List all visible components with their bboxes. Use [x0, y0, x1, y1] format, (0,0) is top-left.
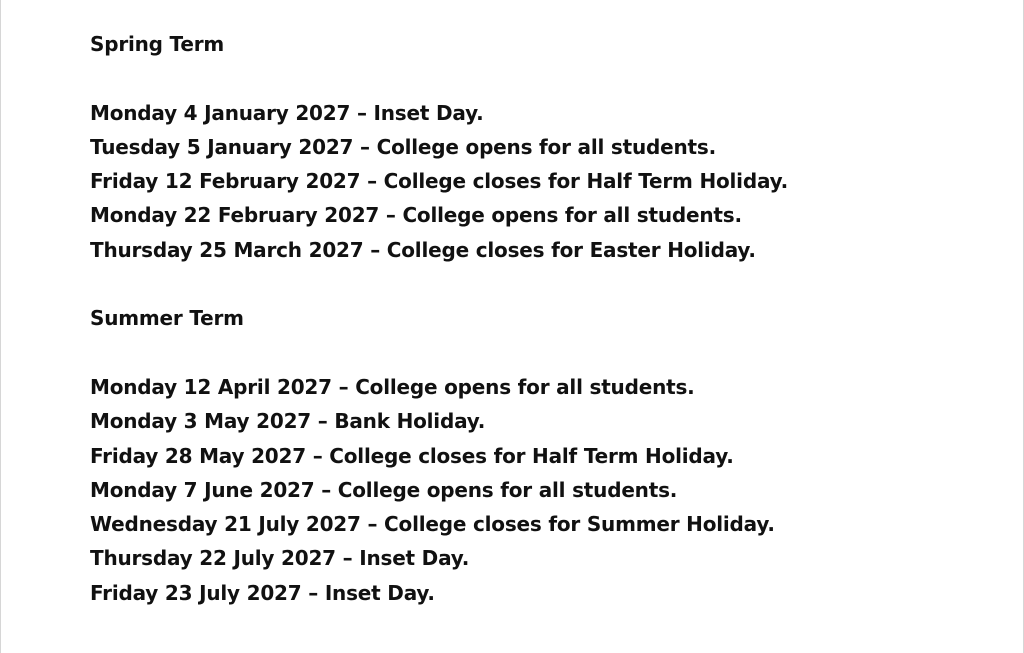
- summer-term-date-line: Friday 23 July 2027 – Inset Day.: [90, 580, 435, 605]
- spring-term-date-line: Friday 12 February 2027 – College closes for Half Term Holiday.: [90, 169, 789, 194]
- summer-term-heading: Summer Term: [90, 306, 244, 331]
- summer-term-date-line: Thursday 22 July 2027 – Inset Day.: [90, 546, 470, 571]
- spacer: [90, 336, 788, 370]
- spring-term-date-line: Monday 22 February 2027 – College opens for all students.: [90, 203, 742, 228]
- spacer: [90, 61, 788, 95]
- spring-term-heading: Spring Term: [90, 32, 225, 56]
- summer-term-date-line: Friday 28 May 2027 – College closes for Half Term Holiday.: [90, 443, 734, 468]
- term-dates-content: [90, 27, 788, 610]
- summer-term-date-line: Monday 7 June 2027 – College opens for all students.: [90, 477, 678, 502]
- summer-term-date-line: Monday 12 April 2027 – College opens for all students.: [90, 374, 695, 399]
- spring-term-date-line: Monday 4 January 2027 – Inset Day.: [90, 100, 484, 125]
- summer-term-date-line: Wednesday 21 July 2027 – College closes for Summer Holiday.: [90, 512, 775, 537]
- spring-term-date-line: Tuesday 5 January 2027 – College opens for all students.: [90, 134, 716, 159]
- summer-term-date-line: Monday 3 May 2027 – Bank Holiday.: [90, 409, 486, 434]
- spacer: [90, 267, 788, 301]
- spring-term-date-line: Thursday 25 March 2027 – College closes for Easter Holiday.: [90, 237, 756, 262]
